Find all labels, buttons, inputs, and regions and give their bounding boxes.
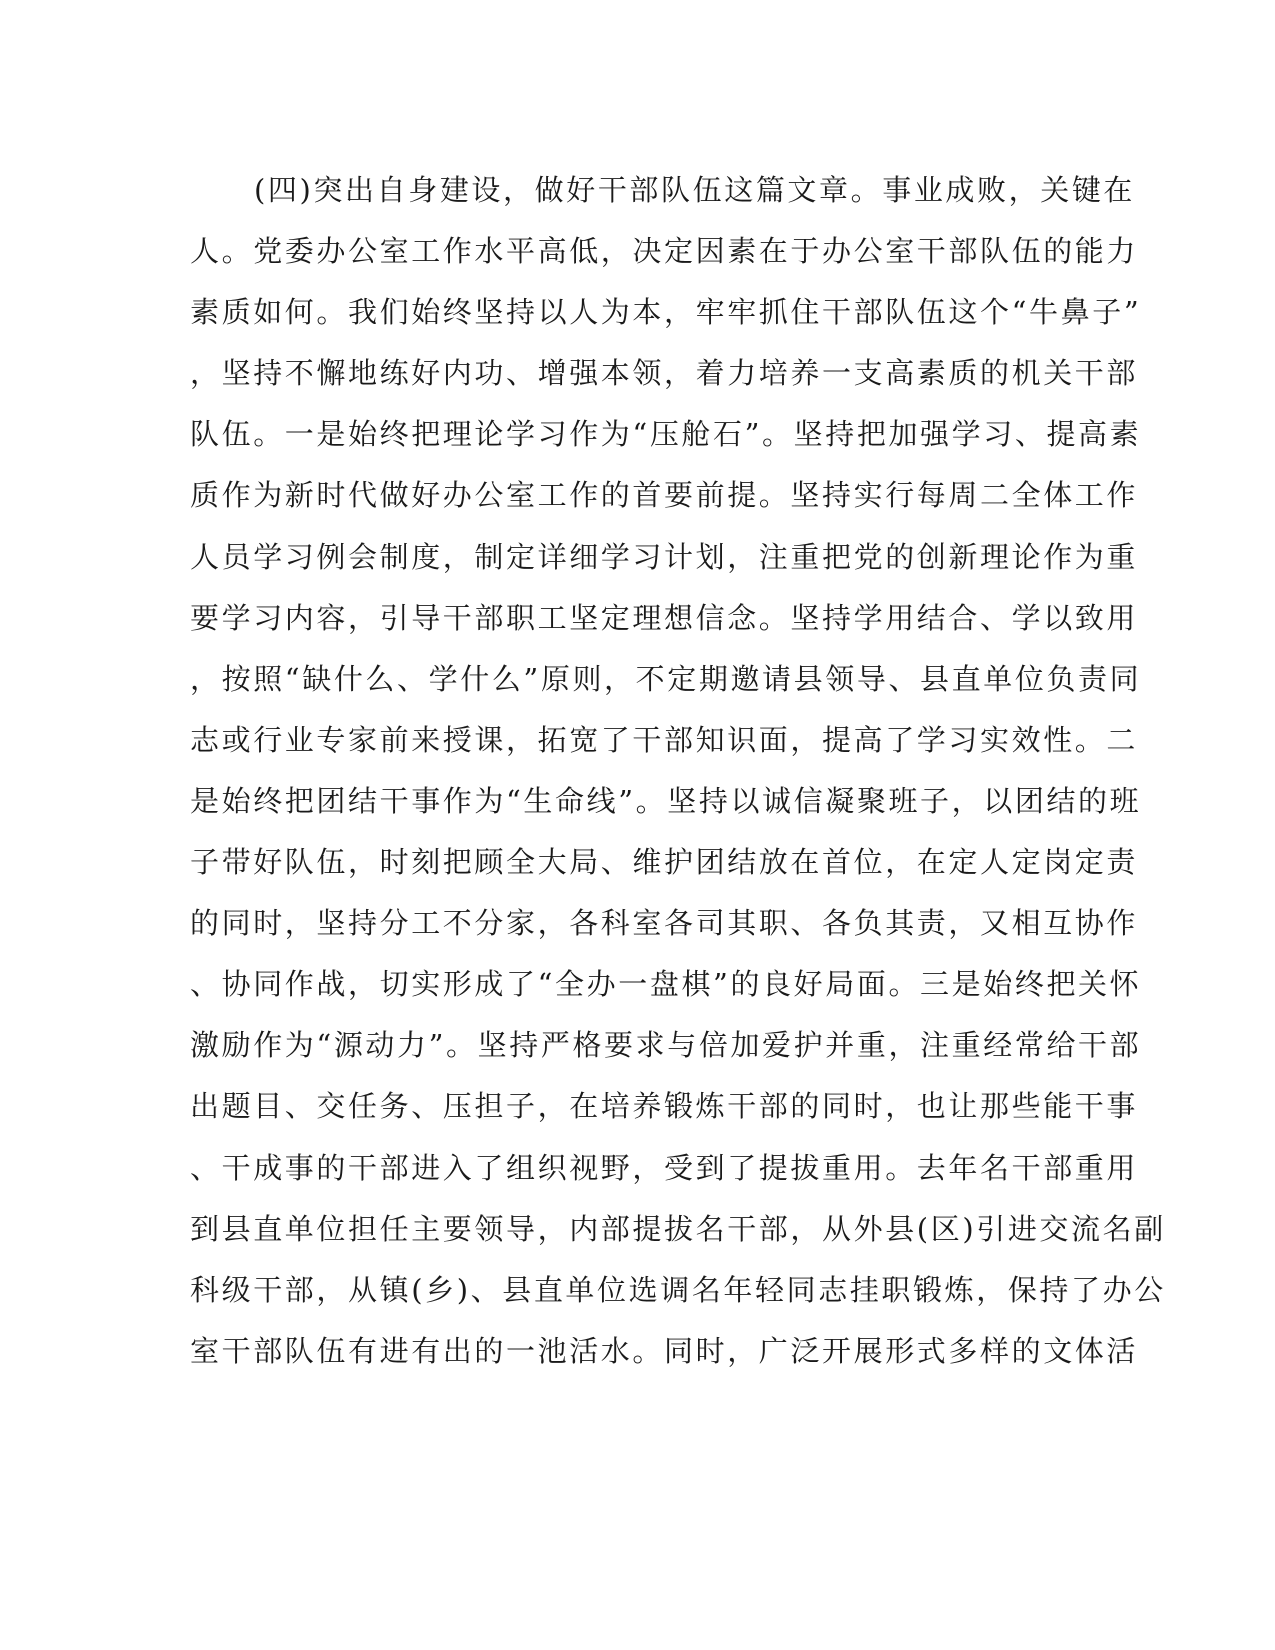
text-line: 人。党委办公室工作水平高低，决定因素在于办公室干部队伍的能力 xyxy=(190,234,1139,269)
text-line: 出题目、交任务、压担子，在培养锻炼干部的同时，也让那些能干事 xyxy=(190,1089,1139,1124)
text-line: 要学习内容，引导干部职工坚定理想信念。坚持学用结合、学以致用 xyxy=(190,600,1139,635)
text-line: 志或行业专家前来授课，拓宽了干部知识面，提高了学习实效性。二 xyxy=(190,722,1139,757)
text-line: 的同时，坚持分工不分家，各科室各司其职、各负其责，又相互协作 xyxy=(190,906,1139,941)
text-line: 、干成事的干部进入了组织视野，受到了提拔重用。去年名干部重用 xyxy=(190,1150,1139,1185)
text-line: ，按照“缺什么、学什么”原则，不定期邀请县领导、县直单位负责同 xyxy=(190,661,1142,696)
text-line: 科级干部，从镇(乡)、县直单位选调名年轻同志挂职锻炼，保持了办公 xyxy=(190,1272,1166,1307)
text-line: 素质如何。我们始终坚持以人为本，牢牢抓住干部队伍这个“牛鼻子” xyxy=(190,295,1142,330)
text-line: 到县直单位担任主要领导，内部提拔名干部，从外县(区)引进交流名副 xyxy=(190,1211,1166,1246)
text-line: ，坚持不懈地练好内功、增强本领，着力培养一支高素质的机关干部 xyxy=(190,356,1139,391)
body-paragraph xyxy=(190,160,1166,1382)
text-line: 队伍。一是始终把理论学习作为“压舱石”。坚持把加强学习、提高素 xyxy=(190,417,1142,452)
text-line: (四)突出自身建设，做好干部队伍这篇文章。事业成败，关键在 xyxy=(254,173,1136,207)
text-line: 室干部队伍有进有出的一池活水。同时，广泛开展形式多样的文体活 xyxy=(190,1333,1139,1368)
text-line: 质作为新时代做好办公室工作的首要前提。坚持实行每周二全体工作 xyxy=(190,478,1139,513)
text-line: 子带好队伍，时刻把顾全大局、维护团结放在首位，在定人定岗定责 xyxy=(190,845,1139,880)
text-line: 是始终把团结干事作为“生命线”。坚持以诚信凝聚班子，以团结的班 xyxy=(190,783,1142,818)
text-line: 人员学习例会制度，制定详细学习计划，注重把党的创新理论作为重 xyxy=(190,539,1139,574)
text-line: 激励作为“源动力”。坚持严格要求与倍加爱护并重，注重经常给干部 xyxy=(190,1028,1142,1063)
text-line: 、协同作战，切实形成了“全办一盘棋”的良好局面。三是始终把关怀 xyxy=(190,967,1142,1002)
